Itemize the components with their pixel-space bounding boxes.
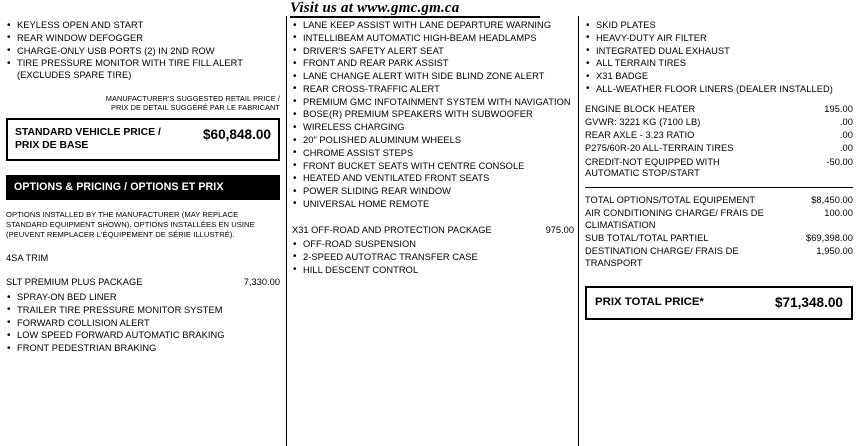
website-banner-text: Visit us at www.gmc.gm.ca bbox=[290, 0, 460, 16]
list-item: • INTELLIBEAM AUTOMATIC HIGH-BEAM HEADLAMPS bbox=[292, 33, 574, 45]
list-item: • DRIVER'S SAFETY ALERT SEAT bbox=[292, 46, 574, 58]
list-item: • FRONT PEDESTRIAN BRAKING bbox=[6, 343, 280, 355]
list-item: • OFF-ROAD SUSPENSION bbox=[292, 239, 574, 251]
total-price-label: PRIX TOTAL PRICE* bbox=[595, 296, 704, 309]
column-features-continued bbox=[292, 20, 574, 277]
list-item: • TIRE PRESSURE MONITOR WITH TIRE FILL ALERT (EXCLUDES SPARE TIRE) bbox=[6, 58, 280, 81]
standard-features-list bbox=[6, 20, 280, 82]
package-row-x31 bbox=[292, 225, 574, 237]
line-item-row bbox=[585, 156, 853, 181]
line-item-label: GVWR: 3221 KG (7100 LB) bbox=[585, 116, 701, 127]
standard-vehicle-price-label: STANDARD VEHICLE PRICE / PRIX DE BASE bbox=[15, 126, 161, 151]
package-contents-list bbox=[6, 292, 280, 355]
column-standard-equipment bbox=[6, 20, 280, 356]
msrp-note-line-fr: PRIX DE DETAIL SUGGÉRÉ PAR LE FABRICANT bbox=[111, 103, 280, 113]
list-item: • TRAILER TIRE PRESSURE MONITOR SYSTEM bbox=[6, 305, 280, 317]
line-item-label: CREDIT-NOT EQUIPPED WITH AUTOMATIC STOP/START bbox=[585, 156, 720, 179]
line-item-value: .00 bbox=[839, 130, 853, 141]
list-item: • BOSE(R) PREMIUM SPEAKERS WITH SUBWOOFER bbox=[292, 109, 574, 121]
list-item: • CHROME ASSIST STEPS bbox=[292, 148, 574, 160]
list-item: • LANE CHANGE ALERT WITH SIDE BLIND ZONE ALERT bbox=[292, 71, 574, 83]
list-item: • PREMIUM GMC INFOTAINMENT SYSTEM WITH NAVIGATION bbox=[292, 97, 574, 109]
total-value: $8,450.00 bbox=[811, 195, 853, 206]
msrp-note bbox=[6, 94, 280, 113]
line-item-row bbox=[585, 142, 853, 155]
list-item: • LOW SPEED FORWARD AUTOMATIC BRAKING bbox=[6, 330, 280, 342]
line-item-row bbox=[585, 103, 853, 116]
line-item-value: .00 bbox=[839, 116, 853, 127]
total-value: 1,950.00 bbox=[816, 246, 853, 257]
total-row bbox=[585, 207, 853, 232]
list-item: • UNIVERSAL HOME REMOTE bbox=[292, 199, 574, 211]
column-pricing-summary bbox=[585, 20, 853, 320]
line-item-label: REAR AXLE - 3.23 RATIO bbox=[585, 130, 695, 141]
line-item-value: .00 bbox=[839, 143, 853, 154]
package-price: 975.00 bbox=[545, 224, 574, 235]
total-label: TOTAL OPTIONS/TOTAL EQUIPEMENT bbox=[585, 195, 756, 206]
package-contents-list bbox=[292, 239, 574, 276]
list-item: • HEAVY-DUTY AIR FILTER bbox=[585, 33, 853, 45]
line-item-value: -50.00 bbox=[826, 156, 853, 167]
total-price-box bbox=[585, 286, 853, 320]
list-item: • LANE KEEP ASSIST WITH LANE DEPARTURE WARNING bbox=[292, 20, 574, 32]
list-item: • CHARGE-ONLY USB PORTS (2) IN 2ND ROW bbox=[6, 46, 280, 58]
line-item-label: P275/60R-20 ALL-TERRAIN TIRES bbox=[585, 143, 734, 154]
totals-divider bbox=[585, 187, 853, 188]
line-item-label: ENGINE BLOCK HEATER bbox=[585, 103, 696, 114]
package-name: SLT PREMIUM PLUS PACKAGE bbox=[6, 277, 143, 288]
total-label: DESTINATION CHARGE/ FRAIS DE TRANSPORT bbox=[585, 246, 739, 268]
total-price-amount: $71,348.00 bbox=[774, 294, 843, 310]
line-item-row bbox=[585, 129, 853, 142]
column-divider-2 bbox=[578, 16, 579, 446]
banner-divider bbox=[290, 16, 540, 18]
list-item: • HILL DESCENT CONTROL bbox=[292, 265, 574, 277]
list-item: • X31 BADGE bbox=[585, 71, 853, 83]
list-item: • INTEGRATED DUAL EXHAUST bbox=[585, 46, 853, 58]
options-disclaimer: OPTIONS INSTALLED BY THE MANUFACTURER (MAY REPLACE STANDARD EQUIPMENT SHOWN). OPTIONS INSTALLÉES EN USINE (PEUVENT REMPLACER L'ÉQUIPEMENT DE SÉRIE ILLUSTRÉ). bbox=[6, 209, 255, 239]
standard-vehicle-price-amount: $60,848.00 bbox=[202, 126, 271, 142]
trim-code: 4SA TRIM bbox=[6, 253, 49, 264]
total-label: SUB TOTAL/TOTAL PARTIEL bbox=[585, 232, 709, 243]
package-price: 7,330.00 bbox=[243, 277, 280, 288]
list-item: • ALL-WEATHER FLOOR LINERS (DEALER INSTALLED) bbox=[585, 84, 853, 96]
standard-vehicle-price-box bbox=[6, 118, 280, 161]
list-item: • WIRELESS CHARGING bbox=[292, 122, 574, 134]
package-contents-continued-list bbox=[585, 20, 853, 96]
total-row bbox=[585, 194, 853, 207]
list-item: • POWER SLIDING REAR WINDOW bbox=[292, 186, 574, 198]
total-row bbox=[585, 245, 853, 270]
msrp-note-line-en: MANUFACTURER'S SUGGESTED RETAIL PRICE / bbox=[105, 93, 280, 103]
list-item: • KEYLESS OPEN AND START bbox=[6, 20, 280, 32]
total-value: $69,398.00 bbox=[805, 232, 853, 243]
line-item-row bbox=[585, 116, 853, 129]
total-row bbox=[585, 232, 853, 245]
features-list-continued bbox=[292, 20, 574, 211]
list-item: • HEATED AND VENTILATED FRONT SEATS bbox=[292, 173, 574, 185]
package-row-slt-premium-plus bbox=[6, 277, 280, 289]
list-item: • REAR CROSS-TRAFFIC ALERT bbox=[292, 84, 574, 96]
list-item: • 20" POLISHED ALUMINUM WHEELS bbox=[292, 135, 574, 147]
list-item: • ALL TERRAIN TIRES bbox=[585, 58, 853, 70]
list-item: • FORWARD COLLISION ALERT bbox=[6, 318, 280, 330]
list-item: • 2-SPEED AUTOTRAC TRANSFER CASE bbox=[292, 252, 574, 264]
list-item: • FRONT BUCKET SEATS WITH CENTRE CONSOLE bbox=[292, 161, 574, 173]
list-item: • FRONT AND REAR PARK ASSIST bbox=[292, 58, 574, 70]
total-label: AIR CONDITIONING CHARGE/ FRAIS DE CLIMATISATION bbox=[585, 208, 764, 231]
options-pricing-header: OPTIONS & PRICING / OPTIONS ET PRIX bbox=[6, 175, 280, 200]
list-item: • SPRAY-ON BED LINER bbox=[6, 292, 280, 304]
list-item: • REAR WINDOW DEFOGGER bbox=[6, 33, 280, 45]
list-item: • SKID PLATES bbox=[585, 20, 853, 32]
total-value: 100.00 bbox=[824, 208, 853, 219]
line-item-value: 195.00 bbox=[824, 103, 853, 114]
column-divider-1 bbox=[286, 16, 287, 446]
package-name: X31 OFF-ROAD AND PROTECTION PACKAGE bbox=[292, 224, 492, 235]
